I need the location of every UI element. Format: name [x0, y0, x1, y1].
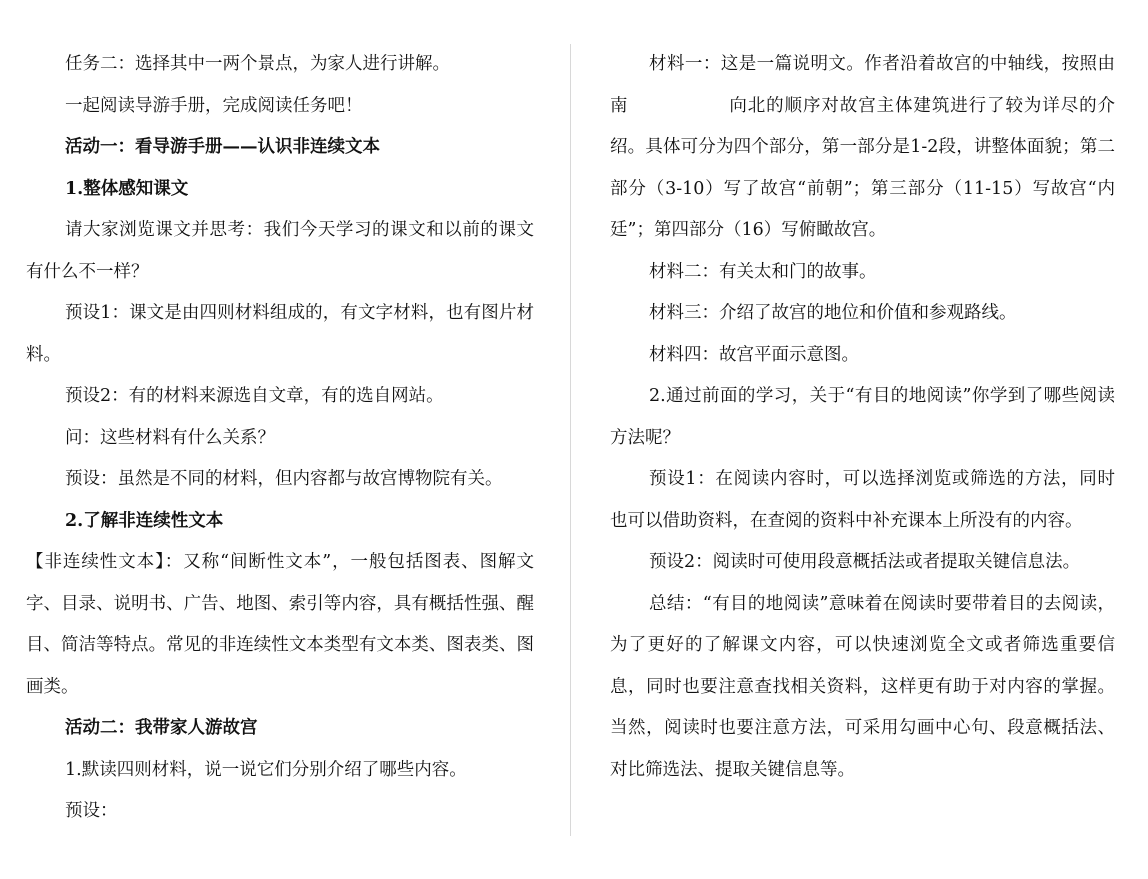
material-one-paragraph: [610, 44, 1115, 252]
left-column: [26, 44, 534, 833]
paragraph: 预设1：在阅读内容时，可以选择浏览或筛选的方法，同时也可以借助资料，在查阅的资料中补充课本上所没有的内容。: [610, 469, 1115, 531]
paragraph: 材料四：故宫平面示意图。: [649, 344, 859, 365]
material-one-start: 材料一：这是一篇说明文。作者沿着故宫的中轴线，按照由南: [610, 54, 1115, 116]
section-heading: 2.了解非连续性文本: [65, 510, 224, 531]
right-column: [610, 44, 1115, 791]
paragraph: 预设2：阅读时可使用段意概括法或者提取关键信息法。: [649, 552, 1081, 572]
activity-heading: 活动二：我带家人游故宫: [65, 718, 258, 738]
paragraph: 材料三：介绍了故宫的地位和价值和参观路线。: [649, 303, 1017, 323]
section-heading: 1.整体感知课文: [65, 178, 189, 199]
activity-heading: 活动一：看导游手册——认识非连续文本: [65, 137, 380, 157]
paragraph: 预设1：课文是由四则材料组成的，有文字材料，也有图片材料。: [26, 303, 534, 365]
paragraph: 问：这些材料有什么关系？: [65, 427, 275, 448]
paragraph: 预设：虽然是不同的材料，但内容都与故宫博物院有关。: [65, 469, 503, 489]
column-divider: [570, 44, 571, 836]
paragraph: 一起阅读导游手册，完成阅读任务吧！: [65, 95, 363, 116]
paragraph: 2.通过前面的学习，关于“有目的地阅读”你学到了哪些阅读方法呢？: [610, 386, 1115, 448]
paragraph: 预设：: [65, 801, 118, 821]
paragraph: 材料二：有关太和门的故事。: [649, 261, 877, 282]
paragraph: 预设2：有的材料来源选自文章，有的选自网站。: [65, 386, 444, 406]
material-one-rest: 向北的顺序对故宫主体建筑进行了较为详尽的介绍。具体可分为四个部分，第一部分是1-2段，讲整体面貌；第二部分（3-10）写了故宫“前朝”；第三部分（11-15）写故宫“内廷”；第四部分（16）写俯瞰故宫。: [610, 95, 1116, 240]
paragraph: 1.默读四则材料，说一说它们分别介绍了哪些内容。: [65, 759, 467, 780]
paragraph: 任务二：选择其中一两个景点，为家人进行讲解。: [65, 54, 450, 74]
summary-paragraph: 总结：“有目的地阅读”意味着在阅读时要带着目的去阅读，为了更好的了解课文内容，可以快速浏览全文或者筛选重要信息，同时也要注意查找相关资料，这样更有助于对内容的掌握。当然，阅读时也要注意方法，可采用勾画中心句、段意概括法、对比筛选法、提取关键信息等。: [610, 593, 1115, 780]
definition-paragraph: 【非连续性文本】：又称“间断性文本”，一般包括图表、图解文字、目录、说明书、广告、地图、索引等内容，具有概括性强、醒目、简洁等特点。常见的非连续性文本类型有文本类、图表类、图画类。: [26, 552, 534, 697]
paragraph: 请大家浏览课文并思考：我们今天学习的课文和以前的课文有什么不一样？: [26, 220, 534, 282]
